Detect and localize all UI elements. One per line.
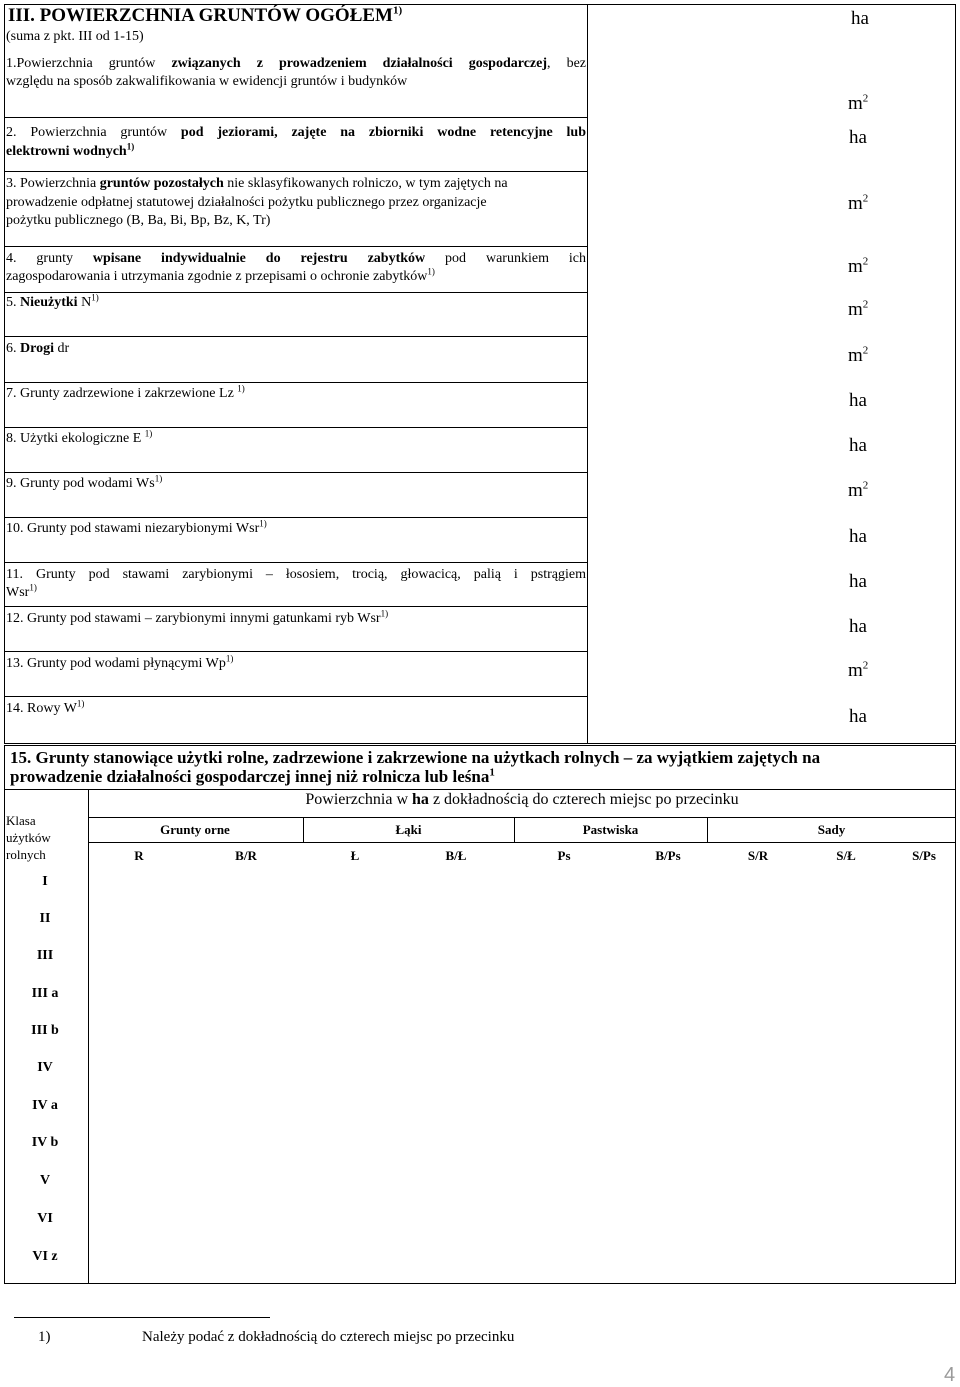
row-divider (4, 336, 587, 337)
class-vi-z: VI z (32, 1249, 58, 1264)
table-left-border (4, 4, 5, 583)
class-iv: IV (37, 1060, 53, 1075)
unit-m2: $m^2$ (848, 298, 869, 320)
class-column-border (88, 789, 89, 1284)
column-b-ps: B/Ps (655, 848, 681, 863)
item-3-line-3: pożytku publicznego (B, Ba, Bi, Bp, Bz, K, Tr) (6, 213, 271, 228)
row-divider (4, 696, 587, 697)
footnote-text: Należy podać z dokładnością do czterech miejsc po przecinku (142, 1329, 515, 1345)
item-11-line-1: 11. Grunty pod stawami zarybionymi – łososiem, trocią, głowacicą, palią i pstrągiem (6, 567, 586, 582)
row-label-line-2: użytków (6, 830, 51, 845)
item-1-line-1: 1.Powierzchnia gruntów związanych z prowadzeniem działalności gospodarczej, bez (6, 56, 587, 71)
table-middle-border (587, 4, 588, 744)
row-divider (4, 171, 587, 172)
row-divider (4, 472, 587, 473)
row-divider (4, 562, 587, 563)
area-caption: Powierzchnia w ha z dokładnością do czterech miejsc po przecinku (305, 791, 739, 808)
table-right-border (955, 4, 956, 744)
unit-m2: $m^2$ (848, 659, 869, 681)
item-1-line-2: względu na sposób zakwalifikowania w ewidencji gruntów i budynków (6, 74, 408, 89)
category-pastwiska: Pastwiska (582, 822, 639, 837)
unit-m2: $m^2$ (848, 479, 869, 501)
item-8-label: 8. Użytki ekologiczne E $^{1)}$ (6, 428, 153, 446)
row-divider (4, 517, 587, 518)
row-label-line-1: Klasa (6, 813, 36, 828)
table-left-border (4, 583, 5, 744)
table-top-border (4, 745, 956, 746)
item-14-label: 14. Rowy $W^{1)}$ (6, 698, 85, 716)
item-12-label: 12. Grunty pod stawami – zarybionymi innymi gatunkami ryb Wsr$^{1)}$ (6, 608, 389, 626)
class-iv-b: IV b (31, 1135, 59, 1150)
unit-ha: ha (849, 127, 867, 148)
table-bottom-border (4, 1283, 956, 1284)
item-2-line-2: elektrowni wodnych$^{1)}$ (6, 141, 135, 159)
item-3-line-1: 3. Powierzchnia gruntów pozostałych nie sklasyfikowanych rolniczo, w tym zajętych na (6, 176, 508, 191)
row-label-line-3: rolnych (6, 847, 46, 862)
row-divider (88, 842, 956, 843)
unit-ha: ha (849, 390, 867, 411)
item-6-label: 6. Drogi dr (6, 341, 70, 356)
item-3-line-2: prowadzenie odpłatnej statutowej działalności pożytku publicznego przez organizacje (6, 195, 487, 210)
table-bottom-border (4, 743, 956, 744)
class-iii-a: III a (31, 986, 59, 1001)
row-divider (88, 817, 956, 818)
column-r: R (134, 848, 144, 863)
section-title: III. POWIERZCHNIA GRUNTÓW OGÓŁEM$^{1)}$ (8, 4, 403, 26)
footnote-marker: 1) (38, 1329, 51, 1345)
section-subtitle: (suma z pkt. III od 1-15) (6, 29, 144, 44)
category-grunty-orne: Grunty orne (160, 822, 230, 837)
unit-m2: $m^2$ (848, 192, 869, 214)
class-iii: III (36, 948, 54, 963)
class-iii-b: III b (31, 1023, 59, 1038)
column-b-l: B/Ł (445, 848, 467, 863)
class-vi: VI (37, 1211, 53, 1226)
row-divider (4, 606, 587, 607)
item-11-line-2: Wsr$^{1)}$ (6, 582, 37, 600)
column-l: Ł (350, 848, 360, 863)
class-iv-a: IV a (32, 1098, 58, 1113)
item-4-line-2: zagospodarowania i utrzymania zgodnie z przepisami o ochronie zabytków$^{1)}$ (6, 266, 435, 284)
class-i: I (42, 874, 48, 889)
row-divider (4, 382, 587, 383)
item-7-label: 7. Grunty zadrzewione i zakrzewione Lz $^{1)}$ (6, 383, 245, 401)
row-divider (4, 246, 587, 247)
unit-ha: ha (849, 706, 867, 727)
item-9-label: 9. Grunty pod wodami Ws$^{1)}$ (6, 473, 163, 491)
unit-ha: ha (849, 435, 867, 456)
category-sady: Sady (817, 822, 846, 837)
footnote-separator (14, 1317, 270, 1318)
item-4-line-1: 4. grunty wpisane indywidualnie do rejestru zabytków pod warunkiem ich (6, 251, 586, 266)
item-10-label: 10. Grunty pod stawami niezarybionymi Wsr$^{1)}$ (6, 518, 267, 536)
unit-ha: ha (849, 571, 867, 592)
unit-m2: $m^2$ (848, 92, 869, 114)
table-left-border (4, 745, 5, 1284)
item-15-title-line-1: 15. Grunty stanowiące użytki rolne, zadrzewione i zakrzewione na użytkach rolnych – za wyjątkiem zajętych na (10, 748, 821, 767)
item-13-label: 13. Grunty pod wodami płynącymi Wp$^{1)}$ (6, 653, 234, 671)
item-2-line-1: 2. Powierzchnia gruntów pod jeziorami, zajęte na zbiorniki wodne retencyjne lub (6, 125, 586, 140)
unit-ha: ha (849, 616, 867, 637)
unit-ha: ha (849, 526, 867, 547)
column-s-ps: S/Ps (912, 848, 936, 863)
column-s-l: S/Ł (836, 848, 856, 863)
unit-m2: $m^2$ (848, 344, 869, 366)
unit-m2: $m^2$ (848, 255, 869, 277)
row-divider (4, 651, 587, 652)
column-s-r: S/R (747, 848, 769, 863)
column-ps: Ps (557, 848, 571, 863)
column-b-r: B/R (235, 848, 257, 863)
page-number: 4 (944, 1364, 956, 1386)
item-5-label: 5. Nieużytki $N^{1)}$ (6, 292, 99, 310)
row-divider (4, 117, 587, 118)
class-ii: II (39, 911, 51, 926)
row-divider (4, 427, 587, 428)
category-laki: Łąki (395, 822, 422, 837)
class-v: V (39, 1173, 51, 1188)
unit-ha: ha (851, 8, 869, 29)
item-15-title-line-2: prowadzenie działalności gospodarczej innej niż rolnicza lub leśna$^1$ (10, 766, 495, 786)
